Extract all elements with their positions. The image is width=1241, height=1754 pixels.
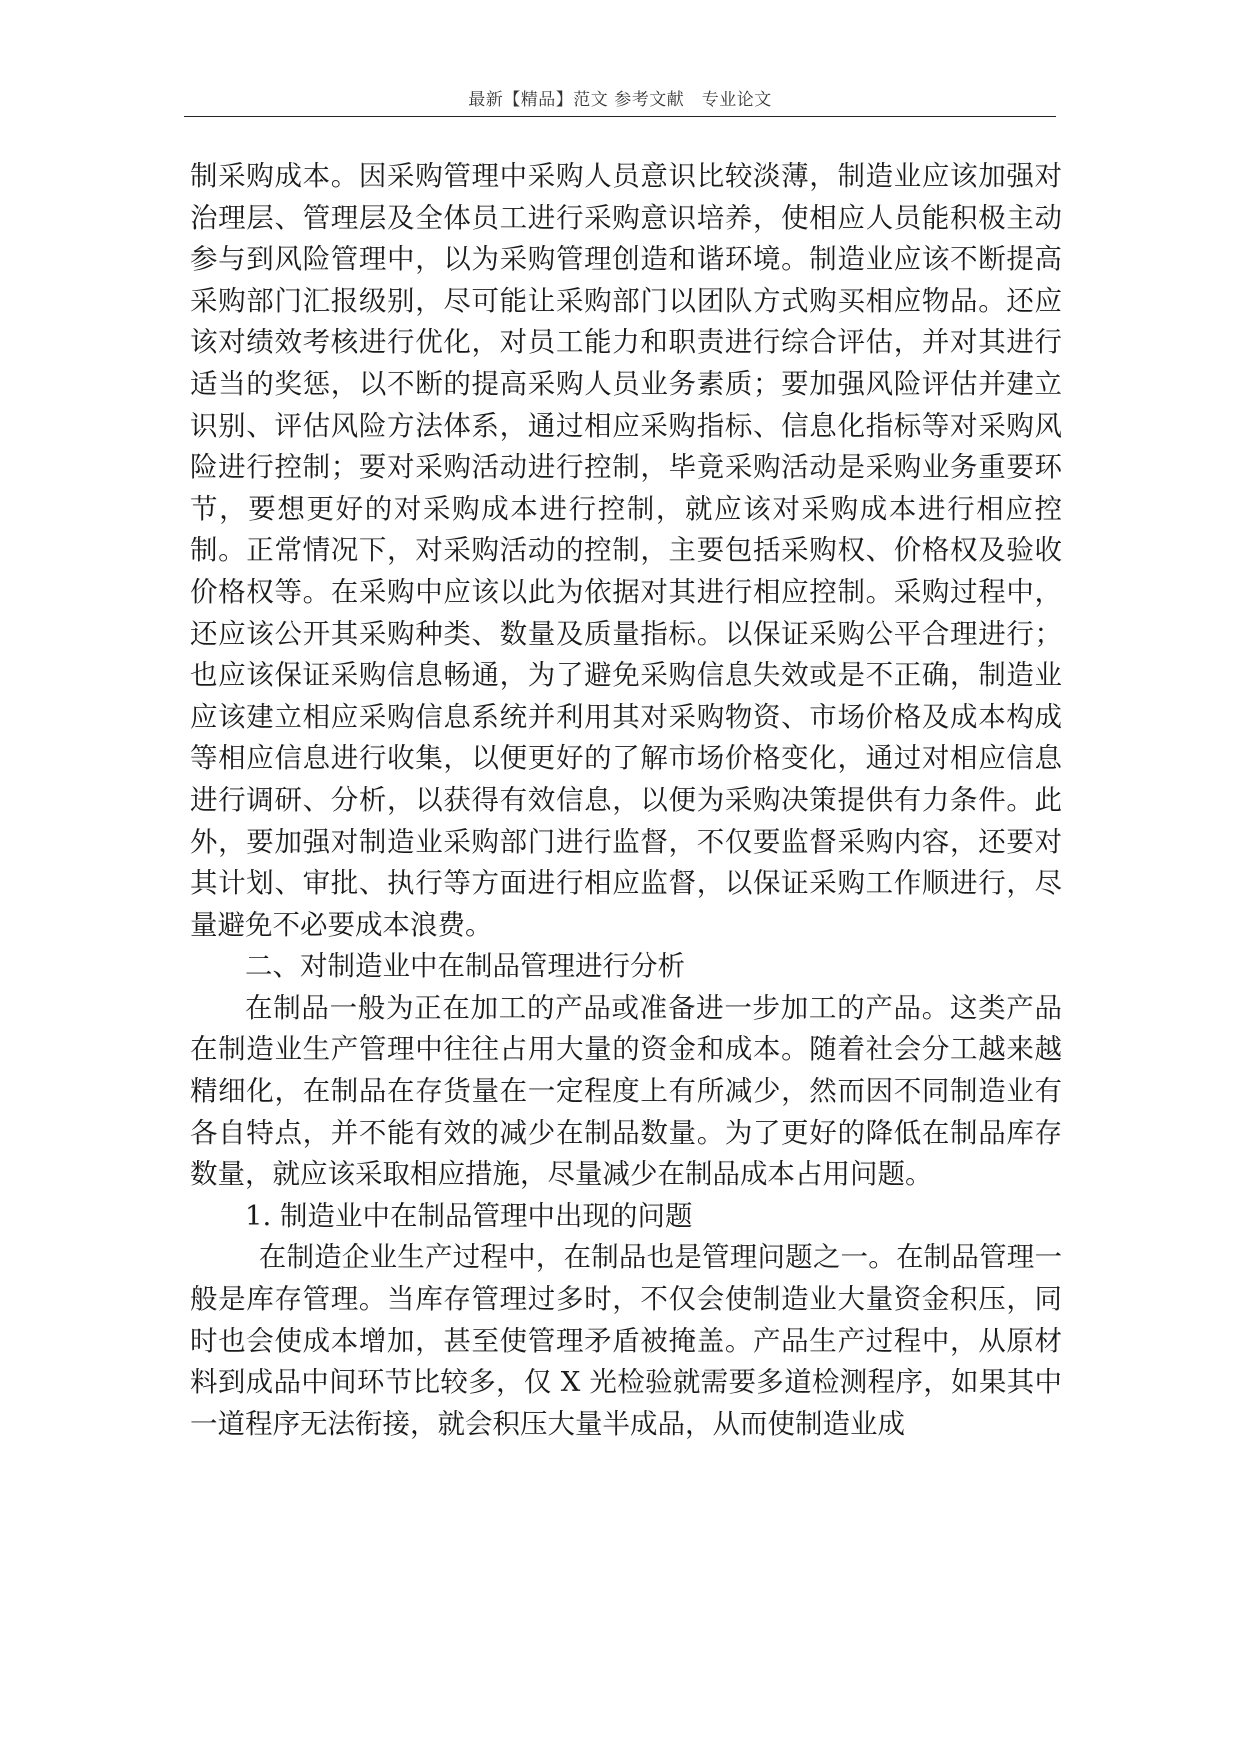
body-paragraph: 制采购成本。因采购管理中采购人员意识比较淡薄，制造业应该加强对治理层、管理层及全体员工进行采购意识培养，使相应人员能积极主动参与到风险管理中，以为采购管理创造和谐环境。制造业应该不断提高采购部门汇报级别，尽可能让采购部门以团队方式购买相应物品。还应该对绩效考核进行优化，对员工能力和职责进行综合评估，并对其进行适当的奖惩，以不断的提高采购人员业务素质；要加强风险评估并建立识别、评估风险方法体系，通过相应采购指标、信息化指标等对采购风险进行控制；要对采购活动进行控制，毕竟采购活动是采购业务重要环节，要想更好的对采购成本进行控制，就应该对采购成本进行相应控制。正常情况下，对采购活动的控制，主要包括采购权、价格权及验收价格权等。在采购中应该以此为依据对其进行相应控制。采购过程中，还应该公开其采购种类、数量及质量指标。以保证采购公平合理进行；也应该保证采购信息畅通，为了避免采购信息失效或是不正确，制造业应该建立相应采购信息系统并利用其对采购物资、市场价格及成本构成等相应信息进行收集，以便更好的了解市场价格变化，通过对相应信息进行调研、分析，以获得有效信息，以便为采购决策提供有力条件。此外，要加强对制造业采购部门进行监督，不仅要监督采购内容，还要对其计划、审批、执行等方面进行相应监督，以保证采购工作顺进行，尽量避免不必要成本浪费。	[190, 160, 1062, 941]
page-header: 最新【精品】范文 参考文献 专业论文	[184, 84, 1056, 117]
body-paragraph: 在制造企业生产过程中，在制品也是管理问题之一。在制品管理一般是库存管理。当库存管理过多时，不仅会使制造业大量资金积压，同时也会使成本增加，甚至使管理矛盾被掩盖。产品生产过程中，从原材料到成品中间环节比较多，仅 X 光检验就需要多道检测程序，如果其中一道程序无法衔接，就会积压大量半成品，从而使制造业成	[190, 1241, 1062, 1440]
body-paragraph: 在制品一般为正在加工的产品或准备进一步加工的产品。这类产品在制造业生产管理中往往占用大量的资金和成本。随着社会分工越来越精细化，在制品在存货量在一定程度上有所减少，然而因不同制造业有各自特点，并不能有效的减少在制品数量。为了更好的降低在制品库存数量，就应该采取相应措施，尽量减少在制品成本占用问题。	[190, 991, 1062, 1191]
subsection-heading: 1. 制造业中在制品管理中出现的问题	[245, 1199, 693, 1232]
section-heading: 二、对制造业中在制品管理进行分析	[245, 950, 685, 983]
document-body	[190, 156, 1062, 1445]
